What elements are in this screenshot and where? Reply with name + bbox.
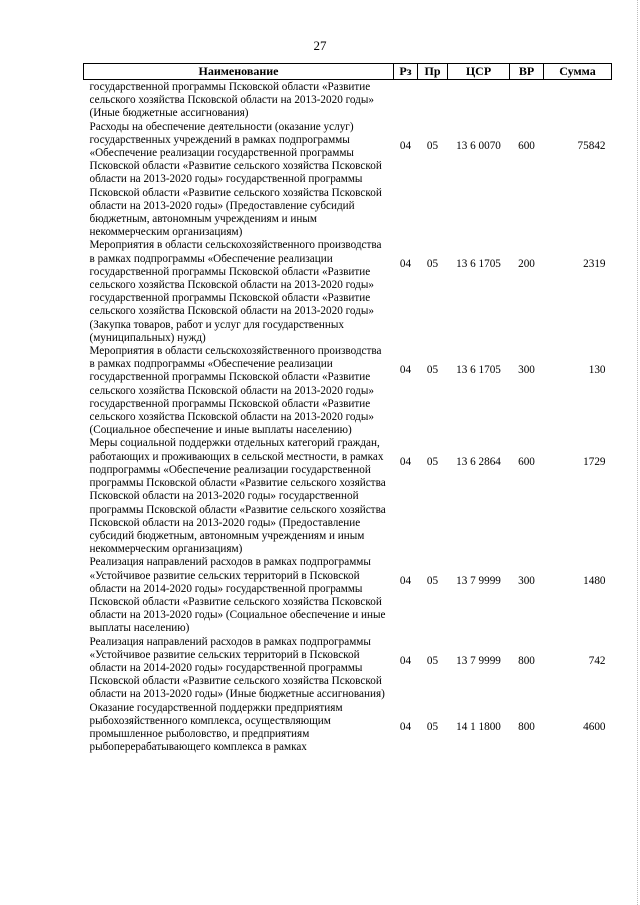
header-csr: ЦСР <box>448 64 510 80</box>
row-rz: 04 <box>399 654 412 667</box>
row-name: Мероприятия в области сельскохозяйственного производства в рамках подпрограммы «Обеспечение реализации государственной программы Псковской области «Развитие сельского хозяйства Псковской области на 2013-2020 годы» государственной программы Псковской области «Развитие сельского хозяйства Псковской области на 2013-2020 годы» (Закупка товаров, работ и услуг для государственных (муниципальных) нужд) <box>89 239 382 344</box>
row-rz: 04 <box>399 364 412 377</box>
table-row <box>84 702 612 755</box>
row-rz: 04 <box>399 720 412 733</box>
row-name: Оказание государственной поддержки предприятиям рыбохозяйственного комплекса, осуществляющим промышленное рыболовство, и предприятиям рыбоперерабатывающего комплекса в рамках <box>89 701 343 754</box>
budget-table <box>83 63 612 754</box>
row-name: государственной программы Псковской области «Развитие сельского хозяйства Псковской области на 2013-2020 годы» (Иные бюджетные ассигнования) <box>89 81 374 120</box>
row-sum: 1729 <box>583 456 606 469</box>
row-vr: 800 <box>518 654 535 667</box>
header-sum: Сумма <box>544 64 612 80</box>
table-row-continuation <box>84 80 612 121</box>
row-name: Реализация направлений расходов в рамках подпрограммы «Устойчивое развитие сельских территорий в Псковской области на 2014-2020 годы» государственной программы Псковской области «Развитие сельского хозяйства Псковской области на 2013-2020 годы» (Социальное обеспечение и иные выплаты населению) <box>89 556 386 635</box>
row-name: Расходы на обеспечение деятельности (оказание услуг) государственных учреждений в рамках подпрограммы «Обеспечение реализации государственной программы Псковской области «Развитие сельского хозяйства Псковской области на 2013-2020 годы» государственной программы Псковской области «Развитие сельского хозяйства Псковской области на 2013-2020 годы» (Предоставление субсидий бюджетным, автономным учреждениям и иным некоммерческим организациям) <box>89 120 382 239</box>
row-sum: 2319 <box>583 258 606 271</box>
row-sum: 1480 <box>583 575 606 588</box>
scan-edge <box>636 0 638 905</box>
row-pr: 05 <box>426 654 439 667</box>
row-csr: 13 7 9999 <box>456 654 501 667</box>
row-vr: 200 <box>518 258 535 271</box>
header-name: Наименование <box>84 64 394 80</box>
row-sum: 742 <box>588 654 606 667</box>
row-vr: 600 <box>518 139 535 152</box>
page-number: 27 <box>313 38 327 53</box>
row-pr: 05 <box>426 364 439 377</box>
row-csr: 14 1 1800 <box>456 720 501 733</box>
header-pr: Пр <box>418 64 448 80</box>
row-name: Меры социальной поддержки отдельных категорий граждан, работающих и проживающих в сельской местности, в рамках подпрограммы «Обеспечение реализации государственной программы Псковской области «Развитие сельского хозяйства Псковской области на 2013-2020 годы» государственной программы Псковской области «Развитие сельского хозяйства Псковской области на 2013-2020 годы» (Предоставление субсидий бюджетным, автономным учреждениям и иным некоммерческим организациям) <box>89 437 386 556</box>
table-header <box>84 64 612 80</box>
table-row <box>84 239 612 345</box>
row-vr: 300 <box>518 364 535 377</box>
row-vr: 300 <box>518 575 535 588</box>
row-pr: 05 <box>426 575 439 588</box>
row-rz: 04 <box>399 139 412 152</box>
row-pr: 05 <box>426 720 439 733</box>
header-rz: Рз <box>394 64 418 80</box>
row-rz: 04 <box>399 456 412 469</box>
table-row <box>84 636 612 702</box>
row-sum: 130 <box>588 364 606 377</box>
row-sum: 75842 <box>577 139 606 152</box>
table-row <box>84 121 612 240</box>
row-rz: 04 <box>399 575 412 588</box>
table-row <box>84 345 612 437</box>
row-pr: 05 <box>426 258 439 271</box>
table-row <box>84 556 612 635</box>
row-csr: 13 6 1705 <box>456 258 501 271</box>
row-csr: 13 6 0070 <box>456 139 501 152</box>
table-row <box>84 437 612 556</box>
row-vr: 600 <box>518 456 535 469</box>
row-name: Мероприятия в области сельскохозяйственного производства в рамках подпрограммы «Обеспечение реализации государственной программы Псковской области «Развитие сельского хозяйства Псковской области на 2013-2020 годы» государственной программы Псковской области «Развитие сельского хозяйства Псковской области на 2013-2020 годы» (Социальное обеспечение и иные выплаты населению) <box>89 345 382 437</box>
row-vr: 800 <box>518 720 535 733</box>
row-csr: 13 7 9999 <box>456 575 501 588</box>
row-pr: 05 <box>426 456 439 469</box>
row-rz: 04 <box>399 258 412 271</box>
row-sum: 4600 <box>583 720 606 733</box>
row-csr: 13 6 1705 <box>456 364 501 377</box>
row-name: Реализация направлений расходов в рамках подпрограммы «Устойчивое развитие сельских территорий в Псковской области на 2014-2020 годы» государственной программы Псковской области «Развитие сельского хозяйства Псковской области на 2013-2020 годы» (Иные бюджетные ассигнования) <box>89 635 385 701</box>
row-pr: 05 <box>426 139 439 152</box>
row-csr: 13 6 2864 <box>456 456 501 469</box>
header-vr: ВР <box>510 64 544 80</box>
